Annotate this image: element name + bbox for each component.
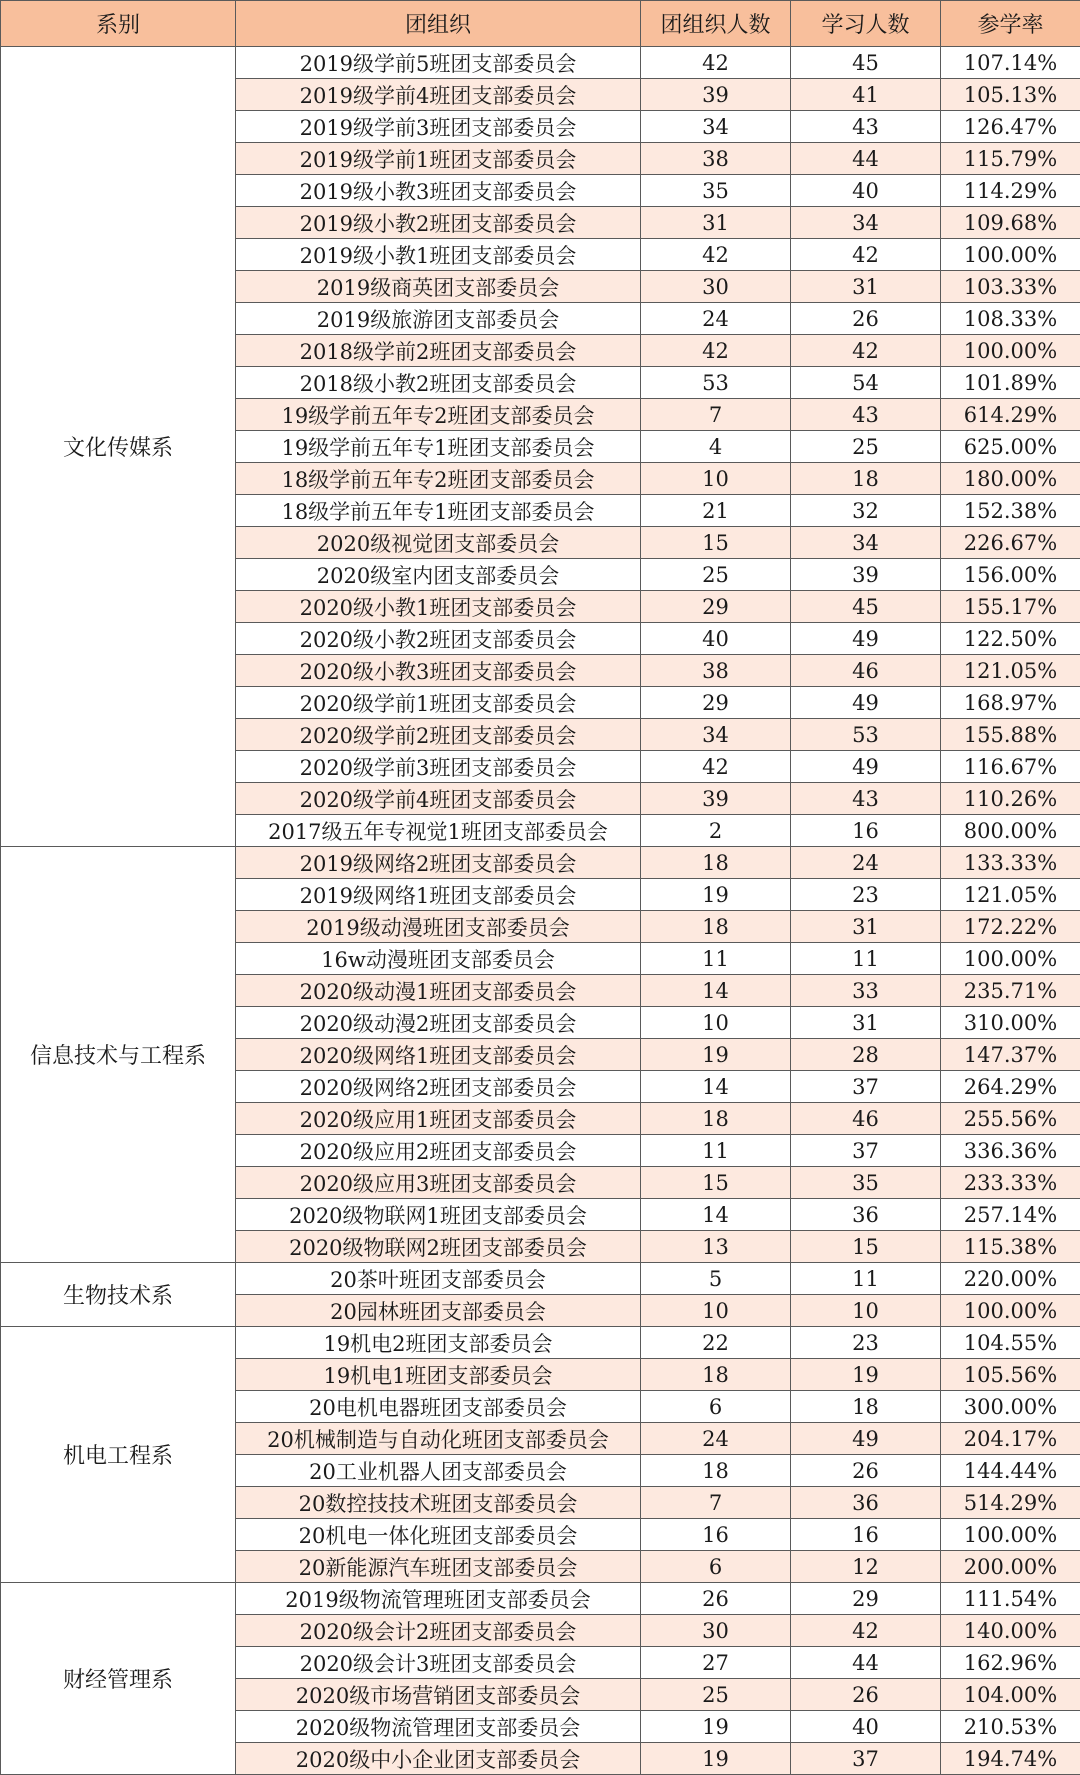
participation-rate-cell: 110.26%	[941, 783, 1080, 815]
organization-cell: 2019级动漫班团支部委员会	[236, 911, 641, 943]
participation-rate-cell: 100.00%	[941, 1519, 1080, 1551]
participation-rate-cell: 109.68%	[941, 207, 1080, 239]
member-count-cell: 15	[641, 1167, 791, 1199]
member-count-cell: 29	[641, 687, 791, 719]
member-count-cell: 6	[641, 1391, 791, 1423]
participation-rate-cell: 107.14%	[941, 47, 1080, 79]
table-row	[1, 1327, 1080, 1359]
learner-count-cell: 11	[791, 943, 941, 975]
learner-count-cell: 54	[791, 367, 941, 399]
organization-cell: 2019级小教1班团支部委员会	[236, 239, 641, 271]
member-count-cell: 25	[641, 1679, 791, 1711]
learner-count-cell: 15	[791, 1231, 941, 1263]
organization-cell: 2020级学前1班团支部委员会	[236, 687, 641, 719]
organization-cell: 2020级物流管理团支部委员会	[236, 1711, 641, 1743]
header-organization: 团组织	[236, 1, 641, 47]
learner-count-cell: 40	[791, 175, 941, 207]
organization-cell: 20新能源汽车班团支部委员会	[236, 1551, 641, 1583]
participation-rate-cell: 104.55%	[941, 1327, 1080, 1359]
learner-count-cell: 10	[791, 1295, 941, 1327]
learner-count-cell: 33	[791, 975, 941, 1007]
member-count-cell: 53	[641, 367, 791, 399]
organization-cell: 2020级学前2班团支部委员会	[236, 719, 641, 751]
table-row	[1, 47, 1080, 79]
header-member-count: 团组织人数	[641, 1, 791, 47]
learner-count-cell: 42	[791, 1615, 941, 1647]
organization-cell: 2019级网络1班团支部委员会	[236, 879, 641, 911]
participation-rate-cell: 100.00%	[941, 943, 1080, 975]
participation-rate-cell: 235.71%	[941, 975, 1080, 1007]
participation-rate-cell: 122.50%	[941, 623, 1080, 655]
member-count-cell: 27	[641, 1647, 791, 1679]
header-learner-count: 学习人数	[791, 1, 941, 47]
participation-rate-cell: 147.37%	[941, 1039, 1080, 1071]
participation-rate-cell: 180.00%	[941, 463, 1080, 495]
participation-rate-cell: 105.56%	[941, 1359, 1080, 1391]
organization-cell: 2020级市场营销团支部委员会	[236, 1679, 641, 1711]
participation-rate-cell: 144.44%	[941, 1455, 1080, 1487]
learner-count-cell: 35	[791, 1167, 941, 1199]
participation-rate-cell: 336.36%	[941, 1135, 1080, 1167]
table-row	[1, 1583, 1080, 1615]
header-row	[1, 1, 1080, 47]
organization-cell: 2020级物联网2班团支部委员会	[236, 1231, 641, 1263]
header-participation-rate: 参学率	[941, 1, 1080, 47]
learner-count-cell: 45	[791, 591, 941, 623]
participation-rate-cell: 105.13%	[941, 79, 1080, 111]
member-count-cell: 7	[641, 1487, 791, 1519]
participation-rate-cell: 172.22%	[941, 911, 1080, 943]
learner-count-cell: 28	[791, 1039, 941, 1071]
participation-rate-cell: 126.47%	[941, 111, 1080, 143]
participation-rate-cell: 614.29%	[941, 399, 1080, 431]
department-cell: 财经管理系	[1, 1583, 236, 1775]
learner-count-cell: 45	[791, 47, 941, 79]
member-count-cell: 24	[641, 1423, 791, 1455]
organization-cell: 2019级学前5班团支部委员会	[236, 47, 641, 79]
member-count-cell: 13	[641, 1231, 791, 1263]
participation-rate-cell: 140.00%	[941, 1615, 1080, 1647]
department-cell: 机电工程系	[1, 1327, 236, 1583]
participation-rate-cell: 800.00%	[941, 815, 1080, 847]
organization-cell: 2020级学前3班团支部委员会	[236, 751, 641, 783]
organization-cell: 2019级商英团支部委员会	[236, 271, 641, 303]
participation-rate-cell: 155.88%	[941, 719, 1080, 751]
participation-rate-cell: 255.56%	[941, 1103, 1080, 1135]
header-department: 系别	[1, 1, 236, 47]
learner-count-cell: 16	[791, 1519, 941, 1551]
organization-cell: 16w动漫班团支部委员会	[236, 943, 641, 975]
member-count-cell: 4	[641, 431, 791, 463]
participation-rate-cell: 233.33%	[941, 1167, 1080, 1199]
organization-cell: 2020级学前4班团支部委员会	[236, 783, 641, 815]
member-count-cell: 25	[641, 559, 791, 591]
organization-cell: 2019级旅游团支部委员会	[236, 303, 641, 335]
participation-rate-cell: 103.33%	[941, 271, 1080, 303]
organization-cell: 2020级应用3班团支部委员会	[236, 1167, 641, 1199]
organization-cell: 2020级应用1班团支部委员会	[236, 1103, 641, 1135]
member-count-cell: 15	[641, 527, 791, 559]
organization-cell: 2018级小教2班团支部委员会	[236, 367, 641, 399]
participation-rate-cell: 100.00%	[941, 1295, 1080, 1327]
learner-count-cell: 19	[791, 1359, 941, 1391]
department-cell: 生物技术系	[1, 1263, 236, 1327]
learner-count-cell: 11	[791, 1263, 941, 1295]
organization-cell: 2020级小教3班团支部委员会	[236, 655, 641, 687]
learner-count-cell: 34	[791, 207, 941, 239]
organization-cell: 2019级小教3班团支部委员会	[236, 175, 641, 207]
learner-count-cell: 26	[791, 303, 941, 335]
organization-cell: 2020级物联网1班团支部委员会	[236, 1199, 641, 1231]
member-count-cell: 7	[641, 399, 791, 431]
member-count-cell: 19	[641, 1711, 791, 1743]
organization-cell: 2019级小教2班团支部委员会	[236, 207, 641, 239]
member-count-cell: 39	[641, 783, 791, 815]
participation-rate-cell: 156.00%	[941, 559, 1080, 591]
department-cell: 文化传媒系	[1, 47, 236, 847]
organization-cell: 18级学前五年专2班团支部委员会	[236, 463, 641, 495]
department-cell: 信息技术与工程系	[1, 847, 236, 1263]
organization-cell: 19机电1班团支部委员会	[236, 1359, 641, 1391]
organization-cell: 2019级学前1班团支部委员会	[236, 143, 641, 175]
member-count-cell: 34	[641, 719, 791, 751]
table-row	[1, 1263, 1080, 1295]
participation-rate-cell: 310.00%	[941, 1007, 1080, 1039]
member-count-cell: 38	[641, 143, 791, 175]
organization-cell: 2018级学前2班团支部委员会	[236, 335, 641, 367]
participation-rate-cell: 168.97%	[941, 687, 1080, 719]
participation-rate-cell: 625.00%	[941, 431, 1080, 463]
learner-count-cell: 44	[791, 143, 941, 175]
member-count-cell: 18	[641, 1455, 791, 1487]
participation-rate-cell: 104.00%	[941, 1679, 1080, 1711]
learner-count-cell: 23	[791, 1327, 941, 1359]
learner-count-cell: 31	[791, 911, 941, 943]
organization-cell: 2020级网络2班团支部委员会	[236, 1071, 641, 1103]
participation-rate-cell: 100.00%	[941, 335, 1080, 367]
learner-count-cell: 49	[791, 1423, 941, 1455]
participation-rate-cell: 226.67%	[941, 527, 1080, 559]
organization-cell: 2017级五年专视觉1班团支部委员会	[236, 815, 641, 847]
learner-count-cell: 26	[791, 1679, 941, 1711]
learner-count-cell: 53	[791, 719, 941, 751]
organization-cell: 2020级室内团支部委员会	[236, 559, 641, 591]
member-count-cell: 38	[641, 655, 791, 687]
learner-count-cell: 46	[791, 1103, 941, 1135]
learner-count-cell: 31	[791, 1007, 941, 1039]
organization-cell: 2020级会计3班团支部委员会	[236, 1647, 641, 1679]
organization-cell: 19级学前五年专1班团支部委员会	[236, 431, 641, 463]
learner-count-cell: 18	[791, 463, 941, 495]
member-count-cell: 42	[641, 335, 791, 367]
organization-cell: 20茶叶班团支部委员会	[236, 1263, 641, 1295]
organization-cell: 2019级物流管理班团支部委员会	[236, 1583, 641, 1615]
organization-cell: 2020级中小企业团支部委员会	[236, 1743, 641, 1775]
participation-rate-cell: 210.53%	[941, 1711, 1080, 1743]
organization-cell: 2020级会计2班团支部委员会	[236, 1615, 641, 1647]
learner-count-cell: 40	[791, 1711, 941, 1743]
organization-cell: 2019级学前4班团支部委员会	[236, 79, 641, 111]
member-count-cell: 5	[641, 1263, 791, 1295]
organization-cell: 2020级视觉团支部委员会	[236, 527, 641, 559]
participation-rate-cell: 114.29%	[941, 175, 1080, 207]
organization-cell: 19级学前五年专2班团支部委员会	[236, 399, 641, 431]
member-count-cell: 14	[641, 1071, 791, 1103]
member-count-cell: 42	[641, 47, 791, 79]
member-count-cell: 19	[641, 879, 791, 911]
participation-rate-cell: 108.33%	[941, 303, 1080, 335]
member-count-cell: 42	[641, 751, 791, 783]
participation-rate-cell: 220.00%	[941, 1263, 1080, 1295]
participation-rate-cell: 514.29%	[941, 1487, 1080, 1519]
learner-count-cell: 26	[791, 1455, 941, 1487]
member-count-cell: 24	[641, 303, 791, 335]
member-count-cell: 10	[641, 463, 791, 495]
member-count-cell: 19	[641, 1743, 791, 1775]
organization-cell: 2020级应用2班团支部委员会	[236, 1135, 641, 1167]
table-body	[1, 47, 1080, 1775]
participation-rate-cell: 152.38%	[941, 495, 1080, 527]
learner-count-cell: 49	[791, 751, 941, 783]
participation-rate-cell: 257.14%	[941, 1199, 1080, 1231]
organization-cell: 2020级网络1班团支部委员会	[236, 1039, 641, 1071]
learner-count-cell: 36	[791, 1487, 941, 1519]
learner-count-cell: 18	[791, 1391, 941, 1423]
participation-rate-cell: 116.67%	[941, 751, 1080, 783]
organization-cell: 18级学前五年专1班团支部委员会	[236, 495, 641, 527]
member-count-cell: 14	[641, 1199, 791, 1231]
learner-count-cell: 37	[791, 1743, 941, 1775]
participation-rate-cell: 133.33%	[941, 847, 1080, 879]
participation-rate-cell: 155.17%	[941, 591, 1080, 623]
organization-cell: 20机械制造与自动化班团支部委员会	[236, 1423, 641, 1455]
member-count-cell: 39	[641, 79, 791, 111]
participation-rate-cell: 111.54%	[941, 1583, 1080, 1615]
participation-rate-cell: 264.29%	[941, 1071, 1080, 1103]
learner-count-cell: 31	[791, 271, 941, 303]
member-count-cell: 18	[641, 1359, 791, 1391]
organization-cell: 2019级学前3班团支部委员会	[236, 111, 641, 143]
organization-cell: 2020级动漫2班团支部委员会	[236, 1007, 641, 1039]
organization-cell: 20数控技技术班团支部委员会	[236, 1487, 641, 1519]
organization-cell: 2020级小教2班团支部委员会	[236, 623, 641, 655]
learner-count-cell: 37	[791, 1135, 941, 1167]
participation-rate-cell: 121.05%	[941, 655, 1080, 687]
participation-rate-cell: 204.17%	[941, 1423, 1080, 1455]
learner-count-cell: 43	[791, 399, 941, 431]
organization-cell: 20园林班团支部委员会	[236, 1295, 641, 1327]
learner-count-cell: 23	[791, 879, 941, 911]
learner-count-cell: 46	[791, 655, 941, 687]
member-count-cell: 26	[641, 1583, 791, 1615]
member-count-cell: 10	[641, 1295, 791, 1327]
member-count-cell: 11	[641, 1135, 791, 1167]
member-count-cell: 10	[641, 1007, 791, 1039]
participation-rate-cell: 162.96%	[941, 1647, 1080, 1679]
learner-count-cell: 42	[791, 239, 941, 271]
member-count-cell: 31	[641, 207, 791, 239]
organization-cell: 20工业机器人团支部委员会	[236, 1455, 641, 1487]
member-count-cell: 18	[641, 847, 791, 879]
member-count-cell: 6	[641, 1551, 791, 1583]
learner-count-cell: 44	[791, 1647, 941, 1679]
learner-count-cell: 12	[791, 1551, 941, 1583]
member-count-cell: 29	[641, 591, 791, 623]
learner-count-cell: 43	[791, 111, 941, 143]
learner-count-cell: 42	[791, 335, 941, 367]
learner-count-cell: 41	[791, 79, 941, 111]
member-count-cell: 2	[641, 815, 791, 847]
learner-count-cell: 37	[791, 1071, 941, 1103]
learner-count-cell: 24	[791, 847, 941, 879]
participation-rate-cell: 300.00%	[941, 1391, 1080, 1423]
member-count-cell: 40	[641, 623, 791, 655]
table-row	[1, 847, 1080, 879]
learner-count-cell: 29	[791, 1583, 941, 1615]
learner-count-cell: 36	[791, 1199, 941, 1231]
participation-rate-cell: 121.05%	[941, 879, 1080, 911]
member-count-cell: 34	[641, 111, 791, 143]
member-count-cell: 11	[641, 943, 791, 975]
organization-cell: 20电机电器班团支部委员会	[236, 1391, 641, 1423]
organization-cell: 19机电2班团支部委员会	[236, 1327, 641, 1359]
participation-rate-cell: 100.00%	[941, 239, 1080, 271]
member-count-cell: 18	[641, 1103, 791, 1135]
learner-count-cell: 16	[791, 815, 941, 847]
member-count-cell: 16	[641, 1519, 791, 1551]
member-count-cell: 18	[641, 911, 791, 943]
member-count-cell: 30	[641, 1615, 791, 1647]
member-count-cell: 14	[641, 975, 791, 1007]
organization-cell: 2019级网络2班团支部委员会	[236, 847, 641, 879]
learner-count-cell: 32	[791, 495, 941, 527]
organization-cell: 2020级动漫1班团支部委员会	[236, 975, 641, 1007]
member-count-cell: 35	[641, 175, 791, 207]
participation-rate-cell: 101.89%	[941, 367, 1080, 399]
member-count-cell: 30	[641, 271, 791, 303]
member-count-cell: 19	[641, 1039, 791, 1071]
learner-count-cell: 34	[791, 527, 941, 559]
participation-rate-cell: 194.74%	[941, 1743, 1080, 1775]
participation-rate-cell: 115.38%	[941, 1231, 1080, 1263]
organization-cell: 20机电一体化班团支部委员会	[236, 1519, 641, 1551]
learner-count-cell: 43	[791, 783, 941, 815]
participation-rate-cell: 200.00%	[941, 1551, 1080, 1583]
learner-count-cell: 49	[791, 623, 941, 655]
learner-count-cell: 39	[791, 559, 941, 591]
learner-count-cell: 25	[791, 431, 941, 463]
organization-cell: 2020级小教1班团支部委员会	[236, 591, 641, 623]
member-count-cell: 22	[641, 1327, 791, 1359]
participation-rate-cell: 115.79%	[941, 143, 1080, 175]
learner-count-cell: 49	[791, 687, 941, 719]
member-count-cell: 42	[641, 239, 791, 271]
member-count-cell: 21	[641, 495, 791, 527]
